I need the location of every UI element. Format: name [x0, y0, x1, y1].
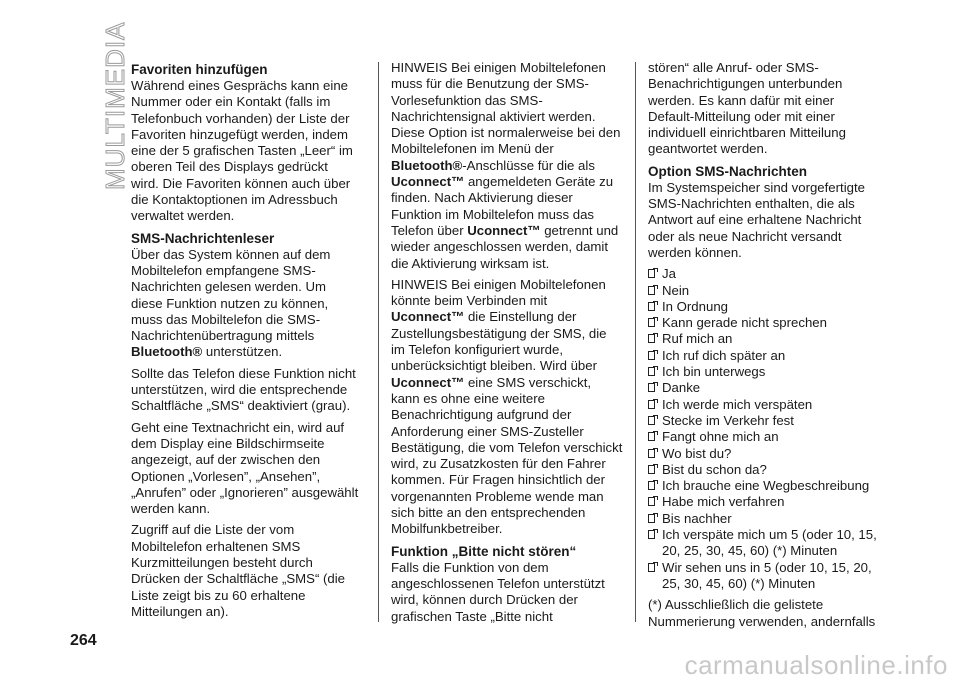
- paragraph-footnote: (*) Ausschließlich die gelistete Nummerierung verwenden, andernfalls: [648, 597, 876, 629]
- paragraph: Im Systemspeicher sind vorgefertigte SMS-Nachrichten enthalten, die als Antwort auf eine erhaltene Nachricht oder als neue Nachricht versandt werden können.: [648, 179, 865, 260]
- list-item: [648, 429, 878, 445]
- paragraph: stören“ alle Anruf- oder SMS-Benachrichtigungen unterbunden werden. Es kann dafür mit einer Default-Mitteilung oder mit einer individuell einrichtbaren Mitteilung geantwortet werden.: [648, 60, 846, 157]
- checkbox-bullet-icon: [648, 367, 655, 376]
- list-item-text: Habe mich verfahren: [662, 494, 785, 510]
- heading-favorites: Favoriten hinzufügen: [131, 62, 268, 77]
- list-item: [648, 446, 878, 462]
- paragraph: Sollte das Telefon diese Funktion nicht unterstützen, wird die entsprechende Schaltfläche „SMS“ deaktiviert (grau).: [131, 365, 356, 414]
- checkbox-bullet-icon: [648, 400, 655, 409]
- list-item: [648, 560, 878, 593]
- list-item: [648, 478, 878, 494]
- checkbox-bullet-icon: [648, 416, 655, 425]
- list-item-text: Ja: [662, 266, 676, 282]
- checkbox-bullet-icon: [648, 481, 655, 490]
- paragraph: Über das System können auf dem Mobiltelefon empfangene SMS-Nachrichten gelesen werden. Um diese Funktion nutzen zu können, muss das Mobiltelefon die SMS-Nachrichtenübertragung mittels Bluetooth® unterstützen.: [131, 246, 331, 360]
- list-item-text: Bist du schon da?: [662, 461, 767, 477]
- list-item: [648, 494, 878, 510]
- heading-sms-option: Option SMS-Nachrichten: [648, 163, 808, 179]
- paragraph: Geht eine Textnachricht ein, wird auf dem Display eine Bildschirmseite angezeigt, auf der zwischen den Optionen „Vorlesen”, „Ansehen”, „Anrufen” oder „Ignorieren” ausgewählt werden kann.: [131, 419, 359, 517]
- list-item-text: Wir sehen uns in 5 (oder 10, 15, 20, 25, 30, 45, 60) (*) Minuten: [662, 559, 872, 591]
- list-item: [648, 331, 878, 347]
- checkbox-bullet-icon: [648, 497, 655, 506]
- list-item-text: In Ordnung: [662, 298, 728, 314]
- column-1: [131, 60, 359, 625]
- checkbox-bullet-icon: [648, 318, 655, 327]
- checkbox-bullet-icon: [648, 286, 655, 295]
- list-item-text: Wo bist du?: [662, 445, 732, 461]
- checkbox-bullet-icon: [648, 530, 655, 539]
- column-divider: [378, 62, 379, 622]
- list-item: [648, 413, 878, 429]
- checkbox-bullet-icon: [648, 351, 655, 360]
- list-item-text: Ich bin unterwegs: [662, 364, 766, 380]
- list-item: [648, 462, 878, 478]
- list-item-text: Ich werde mich verspäten: [662, 396, 813, 412]
- list-item-text: Fangt ohne mich an: [662, 429, 779, 445]
- checkbox-bullet-icon: [648, 383, 655, 392]
- list-item: [648, 527, 878, 560]
- checkbox-bullet-icon: [648, 465, 655, 474]
- list-item-text: Ich verspäte mich um 5 (oder 10, 15, 20, 25, 30, 45, 60) (*) Minuten: [662, 527, 877, 559]
- list-item: [648, 380, 878, 396]
- side-title-text: MULTIMEDIA: [100, 21, 130, 190]
- list-item-text: Bis nachher: [662, 510, 732, 526]
- paragraph: Falls die Funktion von dem angeschlossenen Telefon unterstützt wird, können durch Drücken der grafischen Taste „Bitte nicht: [391, 559, 605, 624]
- list-item: [648, 348, 878, 364]
- list-item: [648, 315, 878, 331]
- checkbox-bullet-icon: [648, 432, 655, 441]
- list-item-text: Kann gerade nicht sprechen: [662, 315, 827, 331]
- paragraph: Während eines Gesprächs kann eine Nummer oder ein Kontakt (falls im Telefonbuch vorhanden) der Liste der Favoriten hinzugefügt werden, indem eine der 5 grafischen Tasten „Leer“ im oberen Teil des Displays gedrückt wird. Die Favoriten können auch über die Kontaktoptionen im Adressbuch verwaltet werden.: [131, 78, 353, 224]
- list-item-text: Ich ruf dich später an: [662, 347, 786, 363]
- checkbox-bullet-icon: [648, 334, 655, 343]
- sms-template-list: [648, 266, 878, 592]
- column-divider: [635, 62, 636, 622]
- paragraph: Zugriff auf die Liste der vom Mobiltelefon erhaltenen SMS Kurzmitteilungen besteht durch Drücken der Schaltfläche „SMS“ (die Liste zeigt bis zu 60 erhaltene Mitteilungen an).: [131, 522, 346, 619]
- column-3: [648, 60, 878, 635]
- checkbox-bullet-icon: [648, 302, 655, 311]
- paragraph-note: HINWEIS Bei einigen Mobiltelefonen muss für die Benutzung der SMS-Vorlesefunktion das SMS-Nachrichtensignal aktiviert werden. Diese Option ist normalerweise bei den Mobiltelefonen im Menü der Bluetooth®-Anschlüsse für die als Uconnect™ angemeldeten Geräte zu finden. Nach Aktivierung dieser Funktion im Mobiltelefon muss das Telefon über Uconnect™ getrennt und wieder angeschlossen werden, damit die Aktivierung wirksam ist.: [391, 60, 621, 271]
- list-item-text: Stecke im Verkehr fest: [662, 412, 794, 428]
- checkbox-bullet-icon: [648, 269, 655, 278]
- list-item: [648, 266, 878, 282]
- checkbox-bullet-icon: [648, 514, 655, 523]
- page-number: 264: [70, 632, 97, 649]
- list-item-text: Ich brauche eine Wegbeschreibung: [662, 478, 870, 494]
- list-item-text: Nein: [662, 282, 690, 298]
- list-item-text: Danke: [662, 380, 701, 396]
- paragraph-note: HINWEIS Bei einigen Mobiltelefonen könnte beim Verbinden mit Uconnect™ die Einstellung der Zustellungsbestätigung der SMS, die im Telefon konfiguriert wurde, unberücksichtigt bleiben. Wird über Uconnect™ eine SMS verschickt, kann es ohne eine weitere Benachrichtigung aufgrund der Anforderung einer SMS-Zusteller Bestätigung, die vom Telefon verschickt wird, zu Zusatzkosten für den Fahrer kommen. Für Fragen hinsichtlich der vorgenannten Probleme wende man sich bitte an den entsprechenden Mobilfunkbetreiber.: [391, 276, 623, 537]
- heading-do-not-disturb: Funktion „Bitte nicht stören“: [391, 543, 577, 559]
- checkbox-bullet-icon: [648, 449, 655, 458]
- list-item: [648, 364, 878, 380]
- heading-sms-reader: SMS-Nachrichtenleser: [131, 230, 275, 246]
- list-item-text: Ruf mich an: [662, 331, 733, 347]
- list-item: [648, 283, 878, 299]
- list-item: [648, 511, 878, 527]
- list-item: [648, 299, 878, 315]
- column-2: [391, 60, 623, 630]
- list-item: [648, 397, 878, 413]
- watermark: carmanualsonline.info: [684, 650, 948, 680]
- checkbox-bullet-icon: [648, 563, 655, 572]
- section-side-title: [70, 21, 130, 190]
